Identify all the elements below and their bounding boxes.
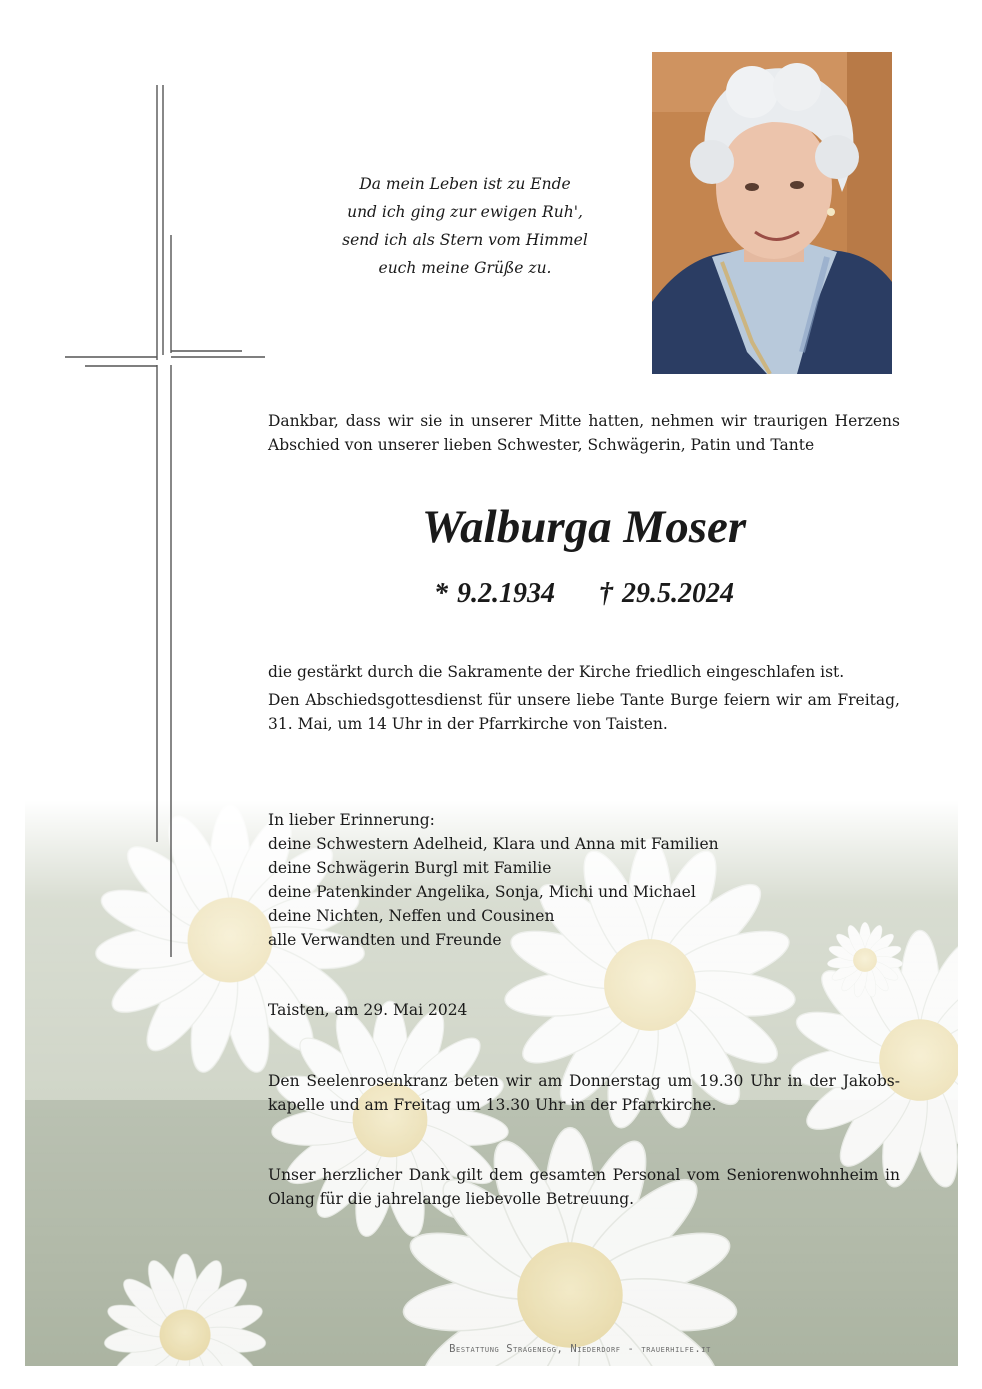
mourner-line: deine Patenkinder Angelika, Sonja, Michi und Michael	[268, 883, 696, 901]
poem-line: send ich als Stern vom Himmel	[342, 231, 588, 249]
life-dates	[268, 578, 900, 610]
place-date: Taisten, am 29. Mai 2024	[268, 1001, 468, 1019]
intro-paragraph	[268, 409, 900, 457]
poem-line: euch meine Grüße zu.	[378, 259, 552, 277]
mourners-list	[268, 808, 900, 952]
death-date: † 29.5.2024	[599, 578, 734, 609]
mourner-line: alle Verwandten und Freunde	[268, 931, 502, 949]
rosary-line: kapelle und am Freitag um 13.30 Uhr in der Pfarrkirche.	[268, 1096, 717, 1114]
mourner-line: deine Schwestern Adelheid, Klara und Anna mit Familien	[268, 835, 719, 853]
rosary-paragraph	[268, 1069, 900, 1117]
poem-line: Da mein Leben ist zu Ende	[359, 175, 571, 193]
thanks-line: Unser herzlicher Dank gilt dem gesamten Personal vom Seniorenwohnheim in	[268, 1166, 900, 1184]
service-line: 31. Mai, um 14 Uhr in der Pfarrkirche von Taisten.	[268, 715, 668, 733]
cross-icon	[60, 85, 270, 965]
service-line: Den Abschiedsgottesdienst für unsere liebe Tante Burge feiern wir am Freitag,	[268, 691, 900, 709]
portrait-photo	[652, 52, 892, 374]
mourner-line: deine Nichten, Neffen und Cousinen	[268, 907, 555, 925]
mourners-heading: In lieber Erinnerung:	[268, 811, 435, 829]
service-paragraph	[268, 660, 900, 736]
memorial-poem	[320, 170, 610, 282]
birth-date: * 9.2.1934	[434, 578, 555, 609]
rosary-line: Den Seelenrosenkranz beten wir am Donnerstag um 19.30 Uhr in der Jakobs-	[268, 1072, 900, 1090]
service-line: die gestärkt durch die Sakramente der Kirche friedlich eingeschlafen ist.	[268, 663, 845, 681]
thanks-line: Olang für die jahrelange liebevolle Betreuung.	[268, 1190, 635, 1208]
thanks-paragraph	[268, 1163, 900, 1211]
poem-line: und ich ging zur ewigen Ruh',	[347, 203, 583, 221]
deceased-name: Walburga Moser	[421, 501, 747, 553]
intro-line: Dankbar, dass wir sie in unserer Mitte hatten, nehmen wir traurigen Herzens	[268, 412, 900, 430]
mourner-line: deine Schwägerin Burgl mit Familie	[268, 859, 552, 877]
intro-line: Abschied von unserer lieben Schwester, Schwägerin, Patin und Tante	[268, 436, 815, 454]
funeral-home-footer: Bestattung Stragenegg, Niederdorf - trauerhilfe.it	[449, 1343, 711, 1355]
